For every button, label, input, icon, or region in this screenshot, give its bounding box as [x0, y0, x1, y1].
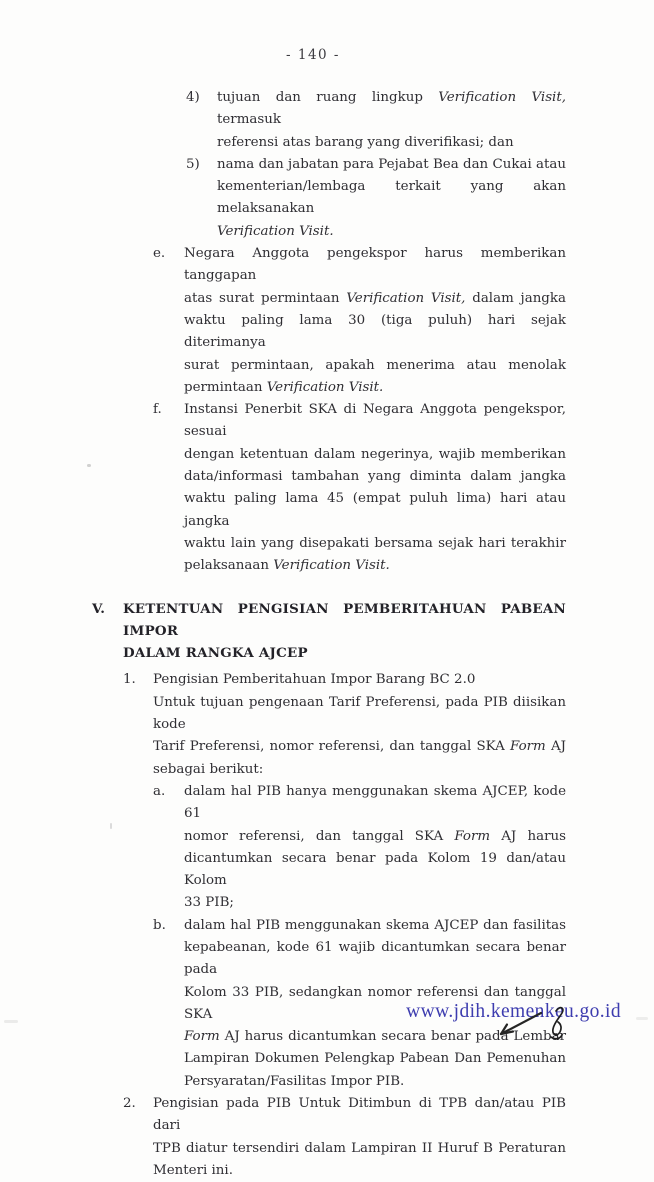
text-line: Menteri ini. — [153, 1162, 233, 1178]
list-item-text — [184, 243, 566, 399]
text-line: atas surat permintaan Verification Visit, dalam jangka — [184, 290, 566, 306]
list-item-text — [217, 154, 566, 243]
scan-speck — [636, 1017, 648, 1020]
text-line: nomor referensi, dan tanggal SKA Form AJ harus — [184, 828, 567, 844]
list-marker: e. — [153, 246, 166, 262]
text-line: tujuan dan ruang lingkup Verification Visit, termasuk — [217, 90, 566, 128]
text-line: kementerian/lembaga terkait yang akan melaksanakan — [217, 179, 566, 217]
list-marker: 4) — [186, 90, 200, 105]
text-line: Lampiran Dokumen Pelengkap Pabean Dan Pemenuhan — [184, 1051, 566, 1067]
text-line: referensi atas barang yang diverifikasi; dan — [217, 134, 514, 150]
text-line: Instansi Penerbit SKA di Negara Anggota pengekspor, sesuai — [184, 402, 566, 440]
list-item — [0, 154, 654, 243]
scanned-document-page — [0, 47, 654, 1178]
section-heading-text — [123, 598, 566, 665]
text-line: nama dan jabatan para Pejabat Bea dan Cukai atau — [217, 156, 566, 172]
list-item-text — [217, 87, 566, 154]
list-item-text — [184, 399, 566, 577]
list-marker: b. — [153, 917, 166, 933]
text-line: Tarif Preferensi, nomor referensi, dan tanggal SKA Form AJ — [153, 739, 567, 755]
text-line: Form AJ harus dicantumkan secara benar pada Lembar — [184, 1029, 566, 1045]
handwritten-arrow-mark — [501, 1013, 541, 1034]
text-line: dengan ketentuan dalam negerinya, wajib memberikan — [184, 446, 566, 462]
list-marker: V. — [92, 600, 106, 617]
list-marker: a. — [153, 783, 166, 799]
text-line: pelaksanaan Verification Visit. — [184, 558, 390, 574]
text-line: Untuk tujuan pengenaan Tarif Preferensi, pada PIB diisikan kode — [153, 694, 566, 733]
scan-speck — [110, 823, 112, 829]
list-item — [0, 87, 654, 154]
text-line: data/informasi tambahan yang diminta dalam jangka — [184, 469, 566, 485]
text-line: Pengisian pada PIB Untuk Ditimbun di TPB dan/atau PIB dari — [153, 1096, 566, 1134]
text-line: dalam hal PIB menggunakan skema AJCEP dan fasilitas — [184, 917, 566, 933]
text-line: TPB diatur tersendiri dalam Lampiran II Huruf B Peraturan — [153, 1140, 566, 1156]
list-item-text — [184, 781, 566, 915]
text-line: Pengisian Pemberitahuan Impor Barang BC 2.0 — [153, 672, 476, 688]
text-line: kepabeanan, kode 61 wajib dicantumkan secara benar pada — [184, 939, 566, 978]
text-line: 33 PIB; — [184, 895, 234, 911]
list-item-text — [153, 1093, 566, 1182]
text-line: Persyaratan/Fasilitas Impor PIB. — [184, 1073, 405, 1089]
list-item — [0, 781, 654, 915]
list-item — [0, 1093, 654, 1182]
text-line: Negara Anggota pengekspor harus memberikan tanggapan — [184, 246, 566, 284]
text-line: surat permintaan, apakah menerima atau menolak — [184, 357, 566, 373]
text-line: dalam hal PIB hanya menggunakan skema AJCEP, kode 61 — [184, 783, 566, 822]
text-line: dicantumkan secara benar pada Kolom 19 dan/atau Kolom — [184, 850, 566, 889]
text-line: waktu paling lama 45 (empat puluh lima) hari atau jangka — [184, 491, 566, 529]
list-marker: 1. — [123, 672, 136, 688]
page-number: - 140 - — [286, 47, 340, 63]
text-line: DALAM RANGKA AJCEP — [123, 645, 308, 662]
list-marker: f. — [153, 402, 162, 418]
scan-speck — [87, 464, 91, 467]
text-line: KETENTUAN PENGISIAN PEMBERITAHUAN PABEAN IMPOR — [123, 600, 566, 639]
text-line: permintaan Verification Visit. — [184, 379, 384, 395]
list-item-text — [153, 669, 566, 780]
text-line: sebagai berikut: — [153, 761, 264, 777]
text-line: waktu lain yang disepakati bersama sejak hari terakhir — [184, 535, 566, 551]
list-marker: 2. — [123, 1096, 136, 1112]
section-heading — [0, 598, 654, 665]
text-line: Kolom 33 PIB, sedangkan nomor referensi dan tanggal SKA — [184, 984, 566, 1022]
text-line: waktu paling lama 30 (tiga puluh) hari sejak diterimanya — [184, 312, 566, 351]
scan-speck — [4, 1020, 18, 1023]
list-item — [0, 399, 654, 577]
signature-marks — [428, 1003, 578, 1049]
watermark-link: www.jdih.kemenkeu.go.id — [406, 1001, 621, 1022]
list-item — [0, 243, 654, 399]
list-item — [0, 669, 654, 780]
handwritten-initials-mark — [551, 1008, 563, 1039]
list-marker: 5) — [186, 156, 200, 172]
text-line: Verification Visit. — [217, 223, 334, 239]
